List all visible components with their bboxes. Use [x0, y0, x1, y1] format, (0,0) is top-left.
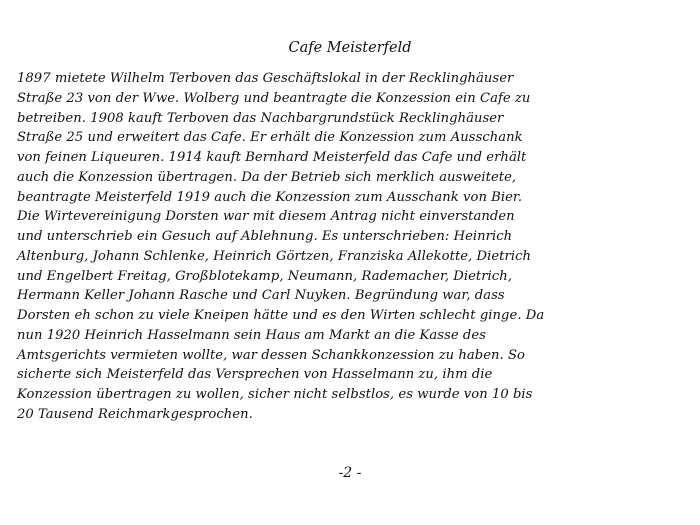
text-line: Straße 25 und erweitert das Cafe. Er erhält die Konzession zum Ausschank	[17, 130, 523, 146]
text-line: Konzession übertragen zu wollen, sicher nicht selbstlos, es wurde von 10 bis	[17, 387, 533, 402]
text-line: 1897 mietete Wilhelm Terboven das Geschäftslokal in der Recklinghäuser	[17, 71, 514, 86]
page-number: -2 -	[338, 465, 362, 481]
text-line: und Engelbert Freitag, Großblotekamp, Neumann, Rademacher, Dietrich,	[17, 268, 512, 284]
text-line: betreiben. 1908 kauft Terboven das Nachbargrundstück Recklinghäuser	[17, 110, 504, 126]
text-line: auch die Konzession übertragen. Da der Betrieb sich merklich ausweitete,	[17, 169, 517, 185]
text-line: Hermann Keller Johann Rasche und Carl Nuyken. Begründung war, dass	[17, 288, 505, 304]
text-line: von feinen Liqueuren. 1914 kauft Bernhard Meisterfeld das Cafe und erhält	[17, 150, 527, 165]
page-title: Cafe Meisterfeld	[288, 40, 412, 56]
text-line: Die Wirtevereinigung Dorsten war mit diesem Antrag nicht einverstanden	[17, 209, 515, 225]
text-line: Dorsten eh schon zu viele Kneipen hätte und es den Wirten schlecht ginge. Da	[17, 308, 545, 323]
text-line: beantragte Meisterfeld 1919 auch die Konzession zum Ausschank von Bier.	[17, 189, 523, 205]
text-line: Altenburg, Johann Schlenke, Heinrich Görtzen, Franziska Allekotte, Dietrich	[17, 248, 531, 264]
text-line: nun 1920 Heinrich Hasselmann sein Haus am Markt an die Kasse des	[17, 327, 486, 343]
body-paragraph	[17, 69, 700, 425]
text-line: 20 Tausend Reichmarkgesprochen.	[17, 406, 253, 422]
text-line: Amtsgerichts vermieten wollte, war dessen Schankkonzession zu haben. So	[17, 347, 525, 363]
text-line: und unterschrieb ein Gesuch auf Ablehnung. Es unterschrieben: Heinrich	[17, 229, 513, 244]
text-line: sicherte sich Meisterfeld das Versprechen von Hasselmann zu, ihm die	[17, 367, 493, 383]
text-line: Straße 23 von der Wwe. Wolberg und beantragte die Konzession ein Cafe zu	[17, 90, 531, 106]
